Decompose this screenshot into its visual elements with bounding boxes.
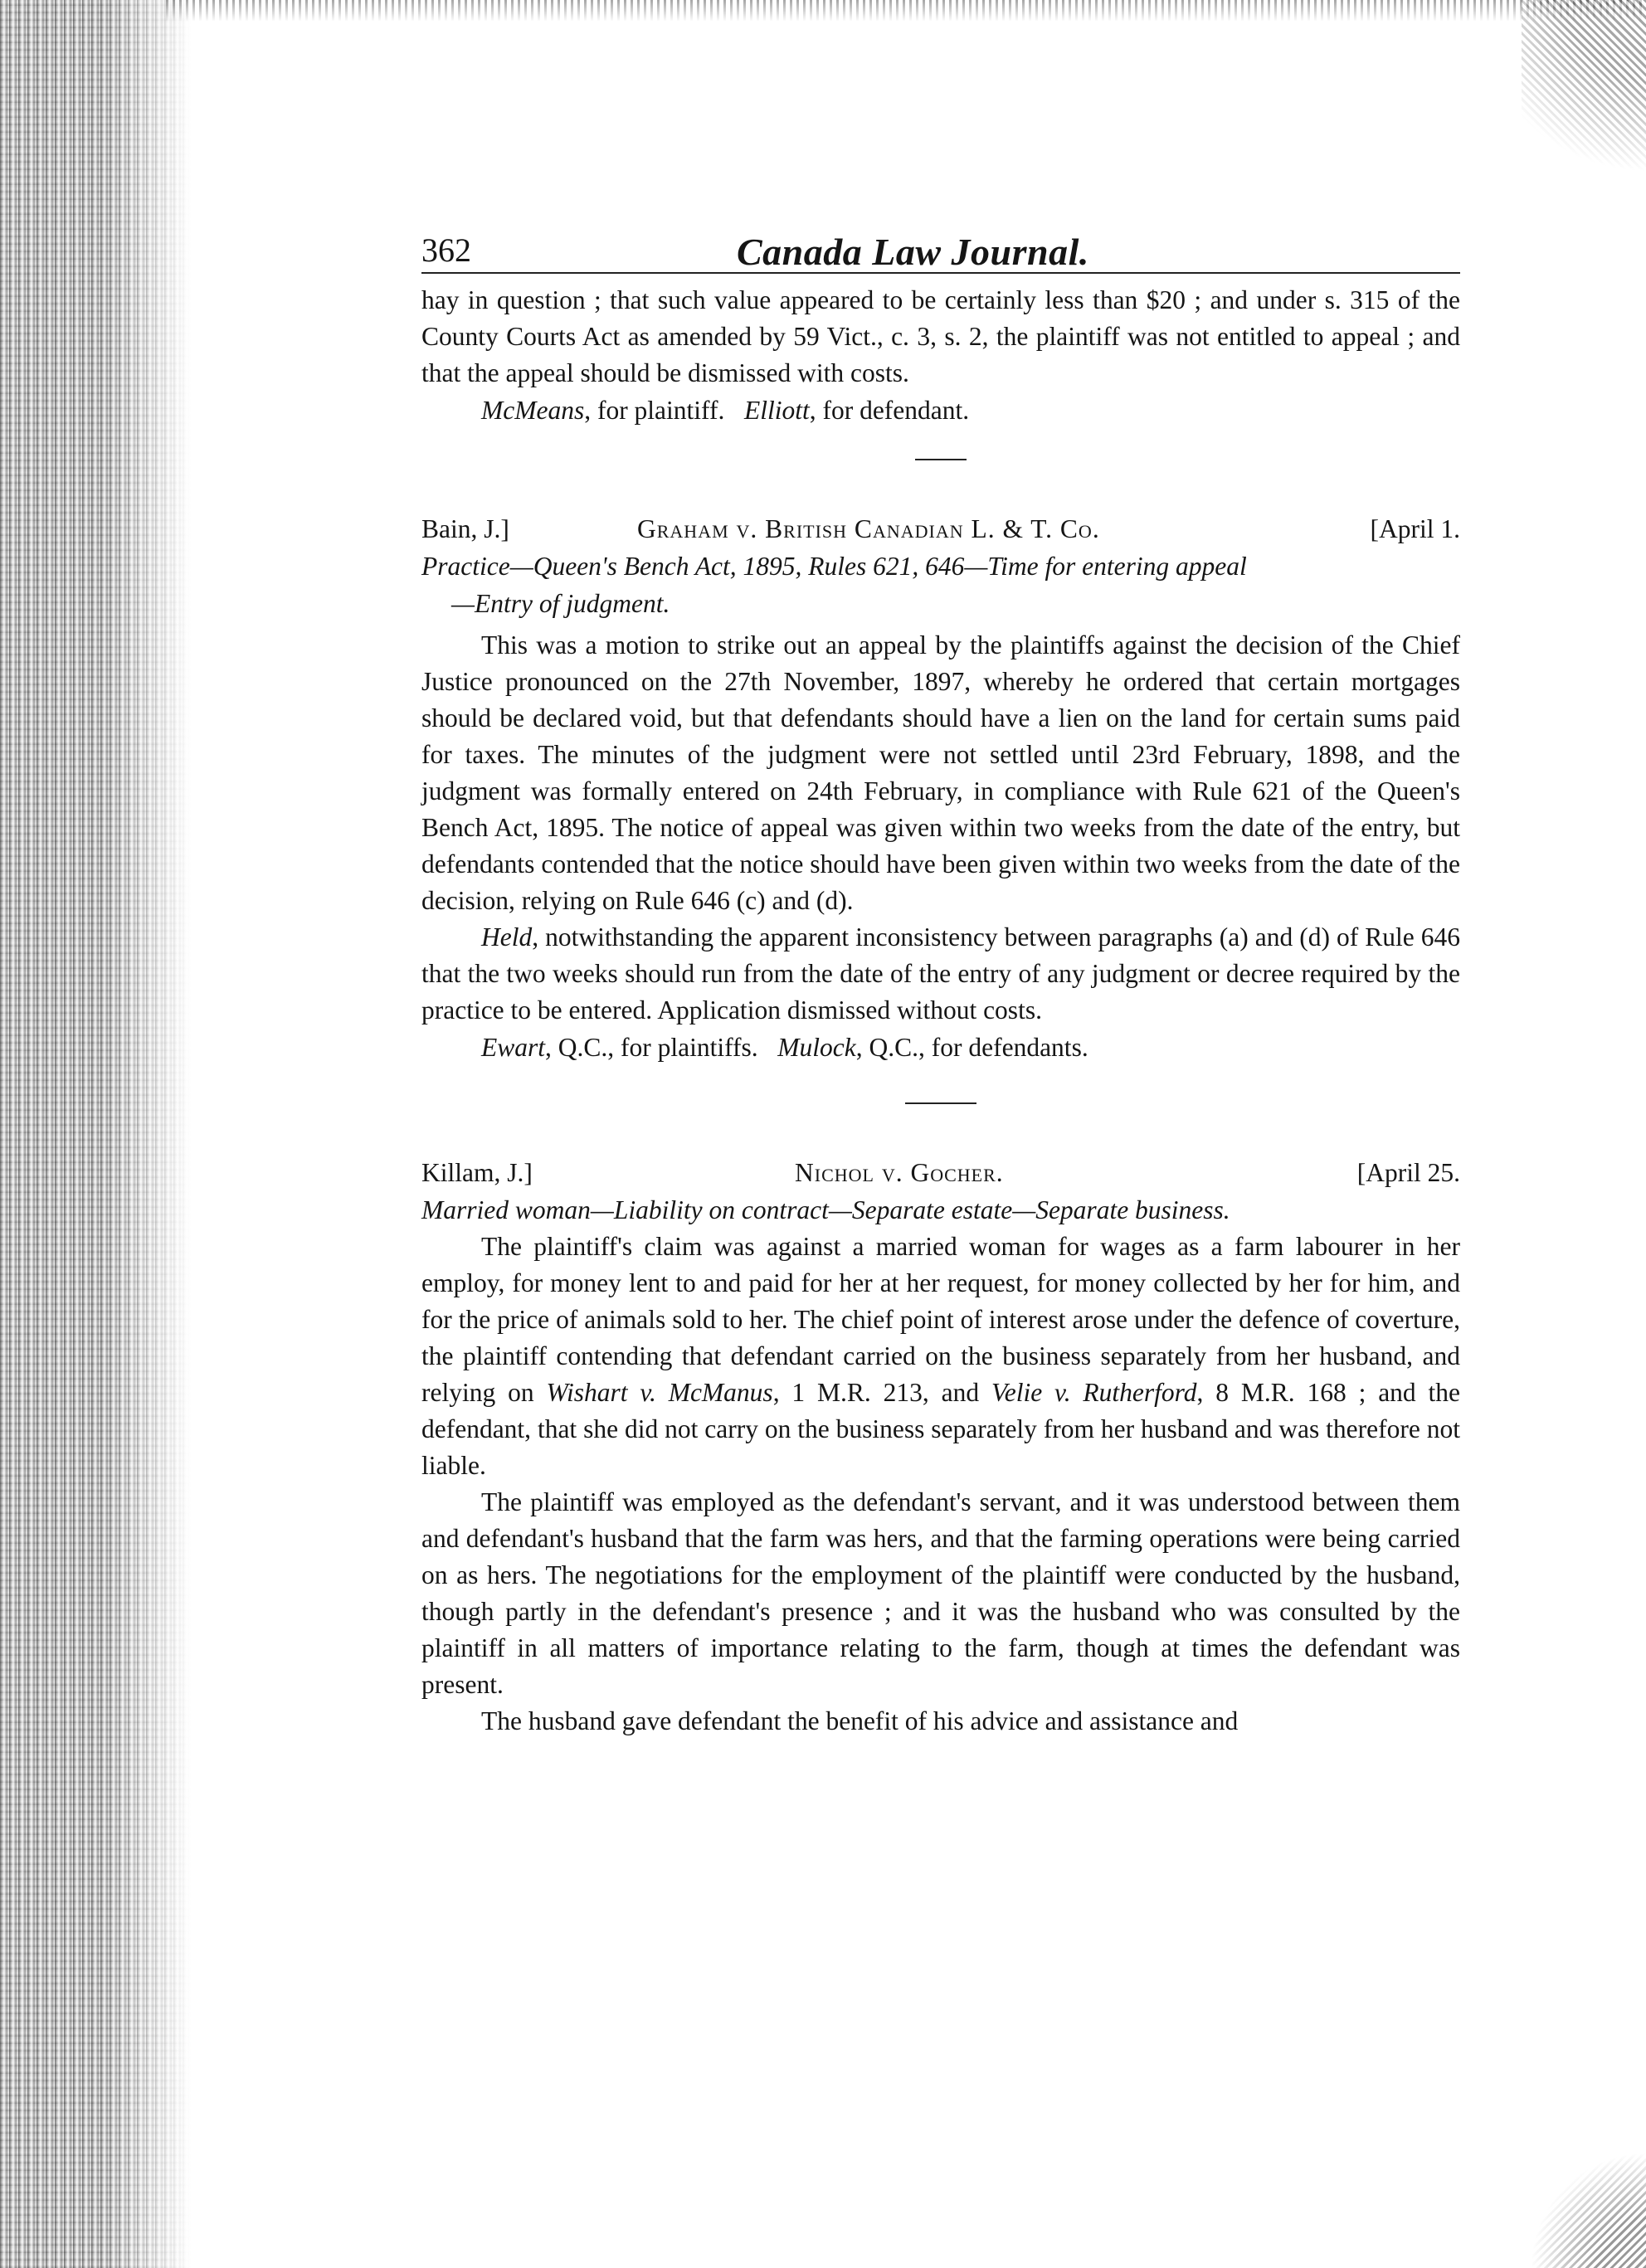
scan-shadow-left bbox=[0, 0, 191, 2268]
case-topic: Married woman—Liability on contract—Separate estate—Separate business. bbox=[421, 1195, 1230, 1224]
case-topic-continued: —Entry of judgment. bbox=[451, 589, 670, 618]
case-paragraph: This was a motion to strike out an appeal by the plaintiffs against the decision of the Chief Justice pronounced on the 27th November, 1897, whereby he ordered that certain mortgages should be declared void, but that defendants should have a lien on the land for certain sums paid for taxes. The minutes of the judgment were not settled until 23rd February, 1898, and the judgment was formally entered on 24th February, in compliance with Rule 621 of the Queen's Bench Act, 1895. The notice of appeal was given within two weeks from the date of the entry, but defendants contended that the notice should have been given within two weeks from the date of the decision, relying on Rule 646 (c) and (d). bbox=[421, 630, 1460, 915]
case-graham bbox=[421, 510, 1460, 1066]
counsel-plaintiff-role: , for plaintiff. bbox=[584, 396, 725, 425]
case-date: [April 1. bbox=[1370, 514, 1460, 543]
counsel-plaintiff-name: McMeans bbox=[481, 396, 585, 425]
case-paragraph: The plaintiff was employed as the defendant's servant, and it was understood between them and defendant's husband that the farm was hers, and that the farming operations were being carried on as hers. The negotiations for the employment of the plaintiff were conducted by the husband, though partly in the defendant's presence ; and it was the husband who was consulted by the plaintiff in all matters of importance relating to the farm, though at times the defendant was present. bbox=[421, 1487, 1460, 1699]
case-title: Graham v. British Canadian L. & T. Co. bbox=[637, 514, 1100, 543]
page-number: 362 bbox=[421, 231, 471, 269]
paragraph-text: , 1 M.R. 213, and bbox=[772, 1378, 991, 1407]
paragraph-text: , 8 M.R. 168 ; and the defendant, that she did not carry on the business separately from her husband and was therefore not liable. bbox=[421, 1378, 1461, 1480]
case-holding bbox=[421, 919, 1460, 1029]
counsel-line bbox=[421, 392, 1460, 429]
counsel-defendant-role: , Q.C., for defendants. bbox=[855, 1033, 1088, 1062]
case-judge: Killam, J.] bbox=[421, 1158, 533, 1187]
counsel-plaintiff-role: , Q.C., for plaintiffs. bbox=[545, 1033, 758, 1062]
held-word: Held bbox=[481, 922, 533, 951]
case-continuation bbox=[421, 282, 1460, 429]
section-divider bbox=[905, 1102, 976, 1104]
section-divider bbox=[915, 459, 967, 460]
case-heading bbox=[421, 510, 1460, 548]
counsel-line bbox=[421, 1029, 1460, 1066]
counsel-plaintiff-name: Ewart bbox=[481, 1033, 546, 1062]
scan-shadow-bottom-right bbox=[1530, 2152, 1646, 2268]
counsel-defendant-role: , for defendant. bbox=[809, 396, 970, 425]
counsel-defendant-name: Mulock bbox=[777, 1033, 856, 1062]
scan-shadow-top-right bbox=[1522, 0, 1646, 191]
case-date: [April 25. bbox=[1356, 1158, 1460, 1187]
counsel-defendant-name: Elliott bbox=[743, 396, 810, 425]
case-nichol bbox=[421, 1154, 1460, 1740]
case-topic: Practice—Queen's Bench Act, 1895, Rules 621, 646—Time for entering appeal bbox=[421, 552, 1247, 581]
case-title: Nichol v. Gocher. bbox=[795, 1158, 1004, 1187]
citation: Wishart v. McManus bbox=[546, 1378, 773, 1407]
case-paragraph: The husband gave defendant the benefit of his advice and assistance and bbox=[481, 1706, 1239, 1735]
case-heading bbox=[421, 1154, 1460, 1191]
page-body bbox=[421, 217, 1460, 1740]
journal-title: Canada Law Journal. bbox=[737, 231, 1089, 273]
scan-shadow-top bbox=[166, 0, 1646, 22]
case-paragraph bbox=[421, 1229, 1460, 1484]
case-continuation-text: hay in question ; that such value appeared to be certainly less than $20 ; and under s. 315 of the County Courts Act as amended by 59 Vict., c. 3, s. 2, the plaintiff was not entitled to appeal ; and that the appeal should be dismissed with costs. bbox=[421, 285, 1460, 387]
running-header bbox=[421, 217, 1460, 274]
case-judge: Bain, J.] bbox=[421, 514, 509, 543]
citation: Velie v. Rutherford bbox=[991, 1378, 1197, 1407]
held-text: , notwithstanding the apparent inconsistency between paragraphs (a) and (d) of Rule 646 that the two weeks should run from the date of the entry of any judgment or decree required by the practice to be entered. Application dismissed without costs. bbox=[421, 922, 1460, 1024]
paragraph-text: The plaintiff's claim was against a married woman for wages as a farm labourer in her employ, for money lent to and paid for her at her request, for money collected by her for him, and for the price of animals sold to her. The chief point of interest arose under the defence of coverture, the plaintiff contending that defendant carried on the business separately from her husband, and relying on bbox=[421, 1232, 1460, 1407]
